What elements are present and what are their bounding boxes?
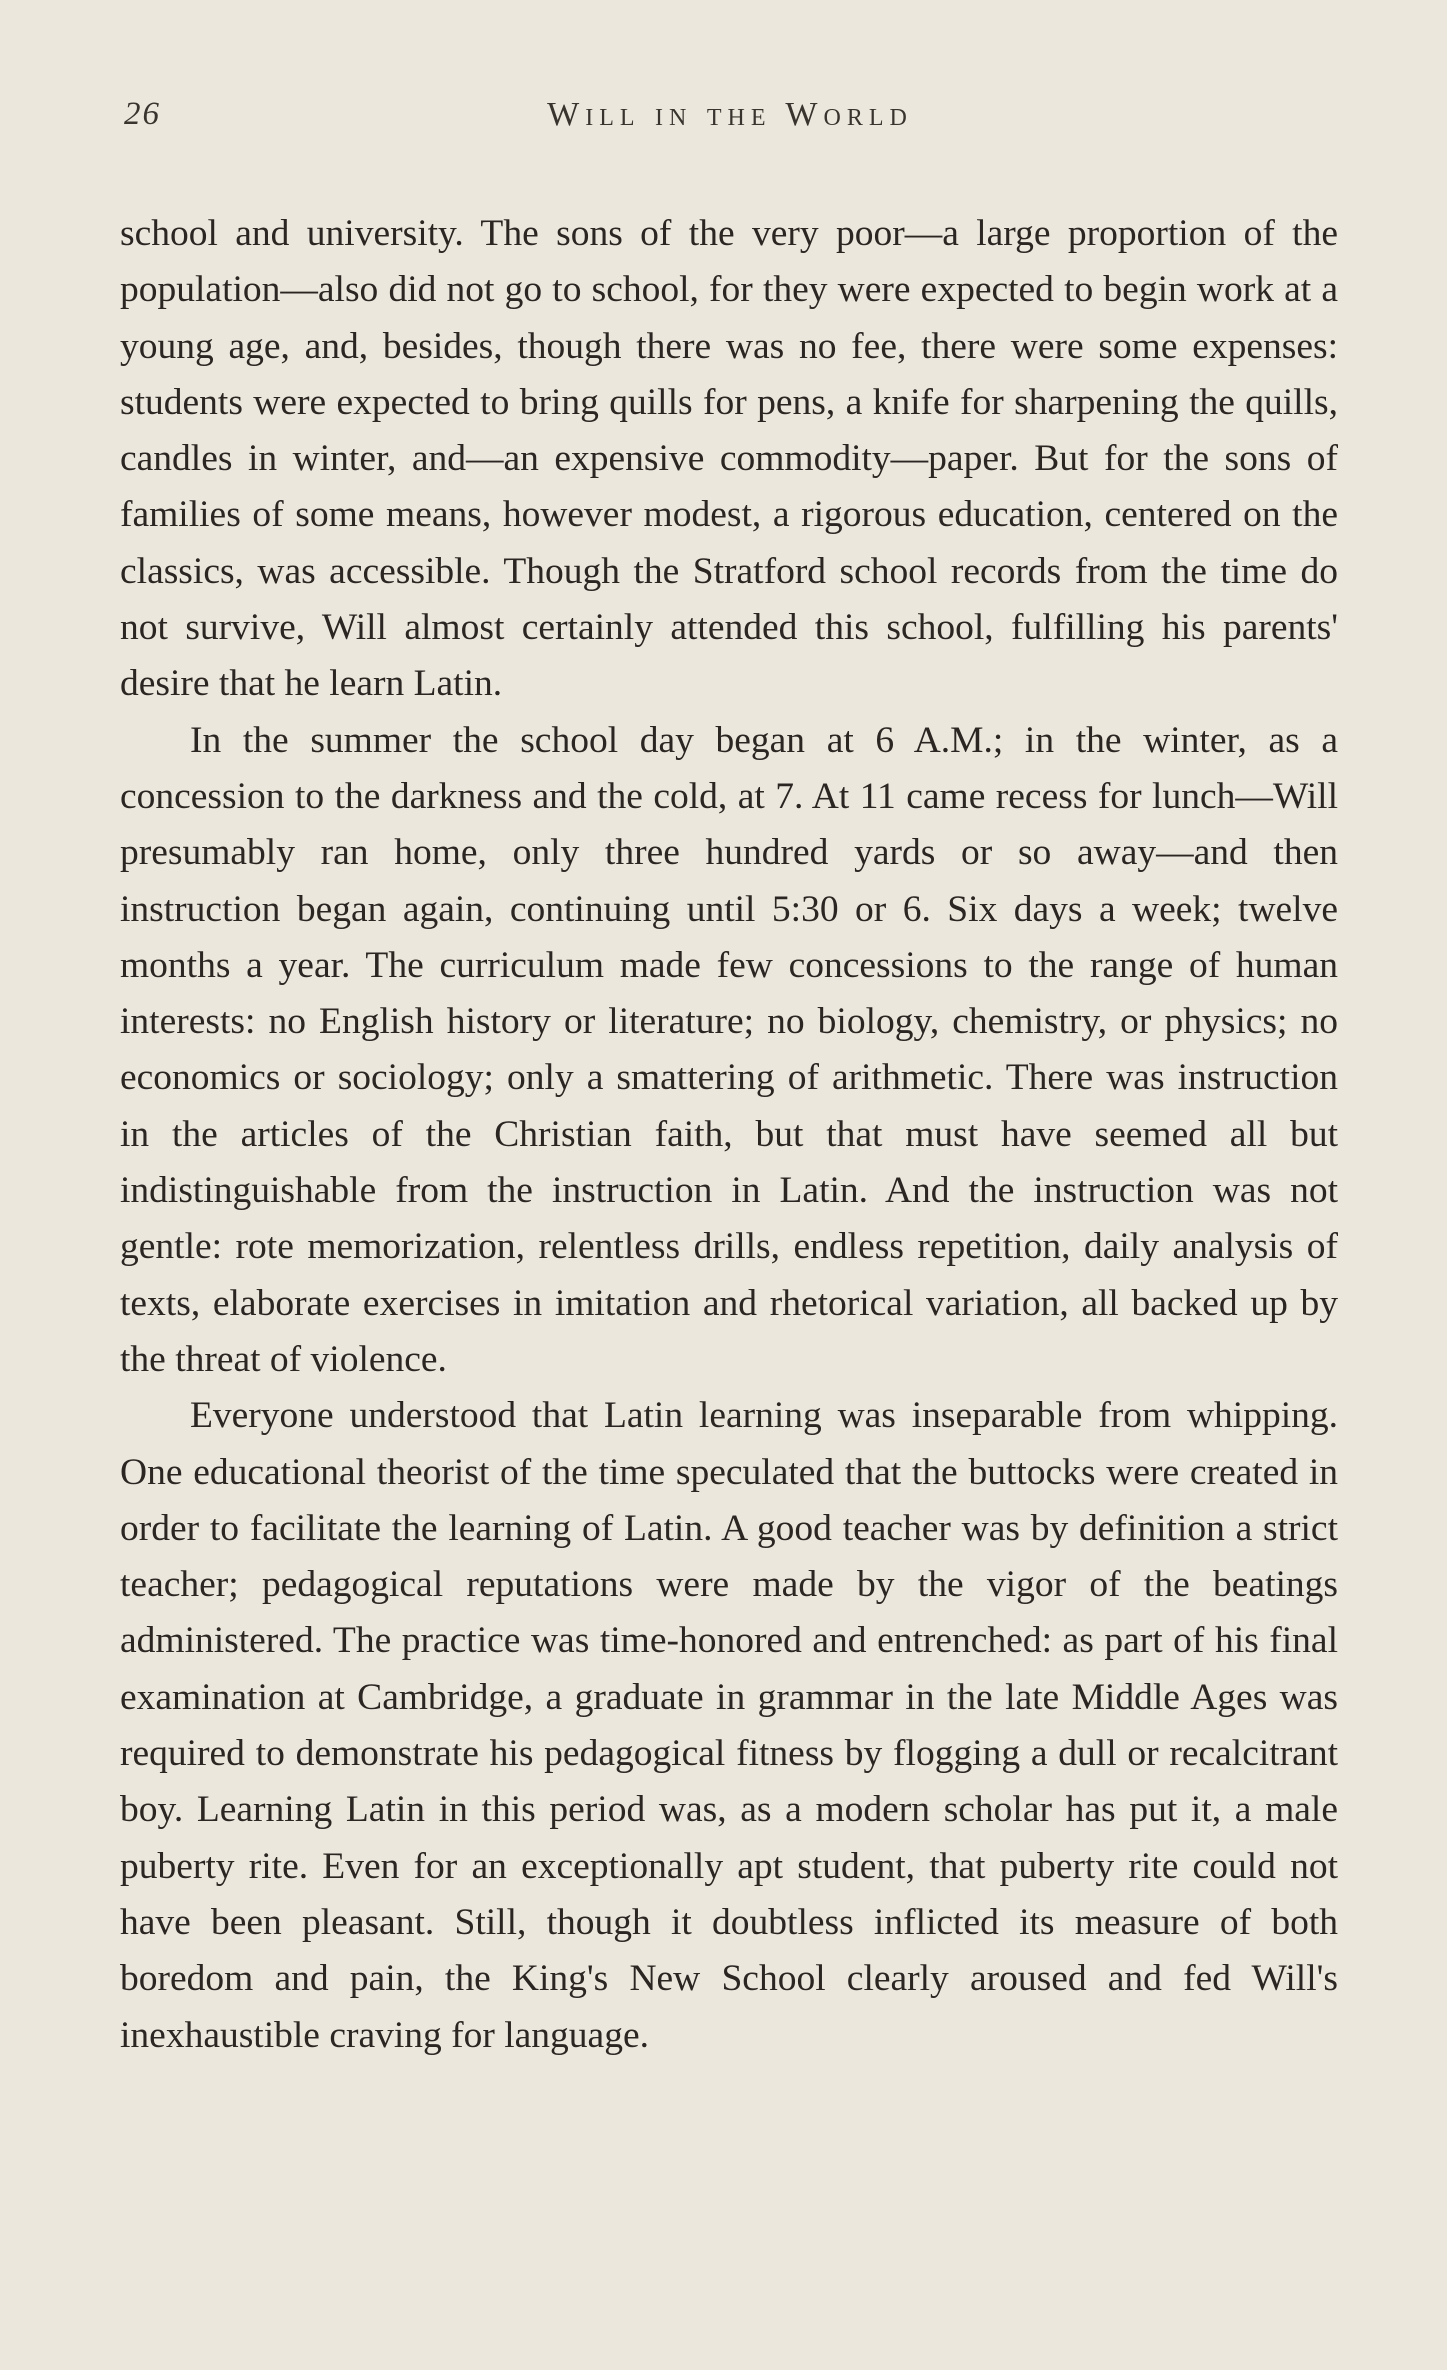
book-title: Will in the World (547, 96, 913, 133)
paragraph-2: In the summer the school day began at 6 A.M.; in the winter, as a concession to the darkness and the cold, at 7. At 11 came recess for lunch—Will presumably ran home, only three hundred yards or so away—and then instruction began again, continuing until 5:30 or 6. Six days a week; twelve months a year. The curriculum made few concessions to the range of human interests: no English history or literature; no biology, chemistry, or physics; no economics or sociology; only a smattering of arithmetic. There was instruction in the articles of the Christian faith, but that must have seemed all but indistinguishable from the instruction in Latin. And the instruction was not gentle: rote memorization, relentless drills, endless repetition, daily analysis of texts, elaborate exercises in imitation and rhetorical variation, all backed up by the threat of violence. (120, 719, 1338, 1380)
paragraph-3: Everyone understood that Latin learning was inseparable from whipping. One educational theorist of the time speculated that the buttocks were created in order to facilitate the learning of Latin. A good teacher was by definition a strict teacher; pedagogical reputations were made by the vigor of the beatings administered. The practice was time-honored and entrenched: as part of his final examination at Cambridge, a graduate in grammar in the late Middle Ages was required to demonstrate his pedagogical fitness by flogging a dull or recalcitrant boy. Learning Latin in this period was, as a modern scholar has put it, a male puberty rite. Even for an exceptionally apt student, that puberty rite could not have been pleasant. Still, though it doubtless inflicted its measure of both boredom and pain, the King's New School clearly aroused and fed Will's inexhaustible craving for language. (120, 1395, 1338, 2056)
page-number: 26 (124, 96, 161, 132)
paragraph-1: school and university. The sons of the very poor—a large proportion of the population—also did not go to school, for they were expected to begin work at a young age, and, besides, though there was no fee, there were some expenses: students were expected to bring quills for pens, a knife for sharpening the quills, candles in winter, and—an expensive commodity—paper. But for the sons of families of some means, however modest, a rigorous education, centered on the classics, was accessible. Though the Stratford school records from the time do not survive, Will almost certainly attended this school, fulfilling his parents' desire that he learn Latin. (120, 213, 1338, 705)
running-head (120, 96, 1340, 146)
body-text (120, 206, 1338, 2064)
